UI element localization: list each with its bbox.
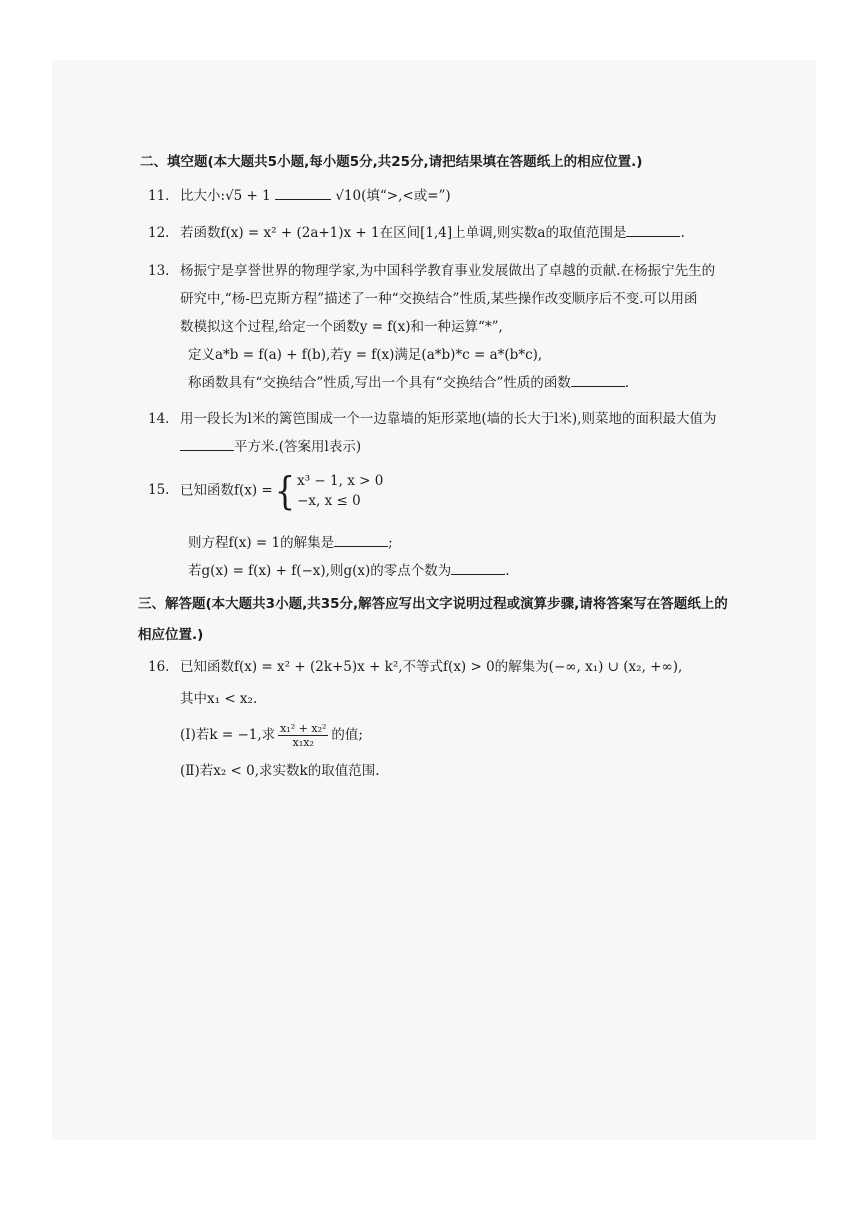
fraction-denominator: x₁x₂ [292, 736, 314, 749]
question-number: 13. [148, 263, 170, 279]
question-text: (Ⅰ)若k = −1,求 [180, 727, 276, 743]
question-11 [140, 182, 740, 210]
question-text-line [140, 529, 740, 557]
question-part-1 [140, 715, 740, 755]
question-text-line: 定义a*b = f(a) + f(b),若y = f(x)满足(a*b)*c = a*(b*c), [188, 347, 543, 363]
question-text: 的值; [331, 727, 363, 743]
question-punctuation: ; [388, 535, 393, 551]
question-text: 则方程f(x) = 1的解集是 [188, 535, 335, 551]
question-punctuation: . [624, 375, 630, 391]
answer-blank[interactable] [180, 438, 234, 451]
fraction-numerator: x₁² + x₂² [280, 722, 327, 735]
answer-blank[interactable] [451, 562, 505, 575]
answer-blank[interactable] [275, 187, 331, 200]
question-13 [140, 257, 740, 397]
piecewise-case: x³ − 1, x > 0 [297, 473, 384, 489]
exam-content [140, 148, 740, 785]
question-text: 已知函数f(x) = [180, 482, 273, 499]
question-text-line: 已知函数f(x) = x² + (2k+5)x + k²,不等式f(x) > 0的解集为(−∞, x₁) ∪ (x₂, +∞), [180, 659, 683, 675]
question-number: 12. [148, 225, 170, 241]
section-heading-solution: 三、解答题(本大题共3小题,共35分,解答应写出文字说明过程或演算步骤,请将答案写在答题纸上的相应位置.) [138, 596, 728, 643]
question-16 [140, 653, 740, 785]
math-expression: √10 [335, 188, 362, 204]
answer-blank[interactable] [334, 534, 388, 547]
brace-symbol: { [274, 468, 296, 514]
math-expression: √5 + 1 [225, 188, 271, 204]
section-heading-fill-in: 二、填空题(本大题共5小题,每小题5分,共25分,请把结果填在答题纸上的相应位置.) [140, 154, 643, 170]
piecewise-case: −x, x ≤ 0 [297, 493, 361, 509]
answer-blank[interactable] [626, 224, 680, 237]
question-text-line: 研究中,“杨-巴克斯方程”描述了一种“交换结合”性质,某些操作改变顺序后不变.可以用函 [180, 291, 698, 307]
question-number: 16. [148, 659, 170, 675]
question-text-line [140, 369, 740, 397]
answer-blank[interactable] [571, 374, 625, 387]
fraction [278, 722, 328, 749]
question-text: 称函数具有“交换结合”性质,写出一个具有“交换结合”性质的函数 [188, 375, 571, 391]
question-text: 若g(x) = f(x) + f(−x),则g(x)的零点个数为 [188, 563, 452, 579]
question-text-line: 数模拟这个过程,给定一个函数y = f(x)和一种运算“*”, [180, 319, 503, 335]
question-part-2: (Ⅱ)若x₂ < 0,求实数k的取值范围. [180, 763, 380, 779]
question-punctuation: . [680, 225, 685, 241]
question-number: 15. [148, 482, 170, 499]
question-text: 比大小: [180, 188, 226, 204]
question-hint: (填“>,<或=”) [361, 188, 451, 204]
question-text-line [140, 557, 740, 585]
piecewise-function [140, 468, 740, 529]
question-text-line: 其中x₁ < x₂. [180, 691, 258, 707]
question-text-line: 杨振宁是享誉世界的物理学家,为中国科学教育事业发展做出了卓越的贡献.在杨振宁先生的 [180, 263, 716, 279]
question-number: 11. [148, 188, 170, 204]
piecewise-cases [297, 471, 383, 511]
question-text: 若函数f(x) = x² + (2a+1)x + 1在区间[1,4]上单调,则实数a的取值范围是 [180, 225, 627, 241]
question-15 [140, 468, 740, 585]
question-punctuation: . [505, 563, 510, 579]
question-number: 14. [148, 411, 170, 427]
question-12 [140, 219, 740, 247]
question-14 [140, 405, 740, 461]
question-text-line [140, 433, 740, 461]
question-text-line: 用一段长为l米的篱笆围成一个一边靠墙的矩形菜地(墙的长大于l米),则菜地的面积最大值为 [180, 411, 717, 427]
question-text: 平方米.(答案用l表示) [234, 439, 362, 455]
